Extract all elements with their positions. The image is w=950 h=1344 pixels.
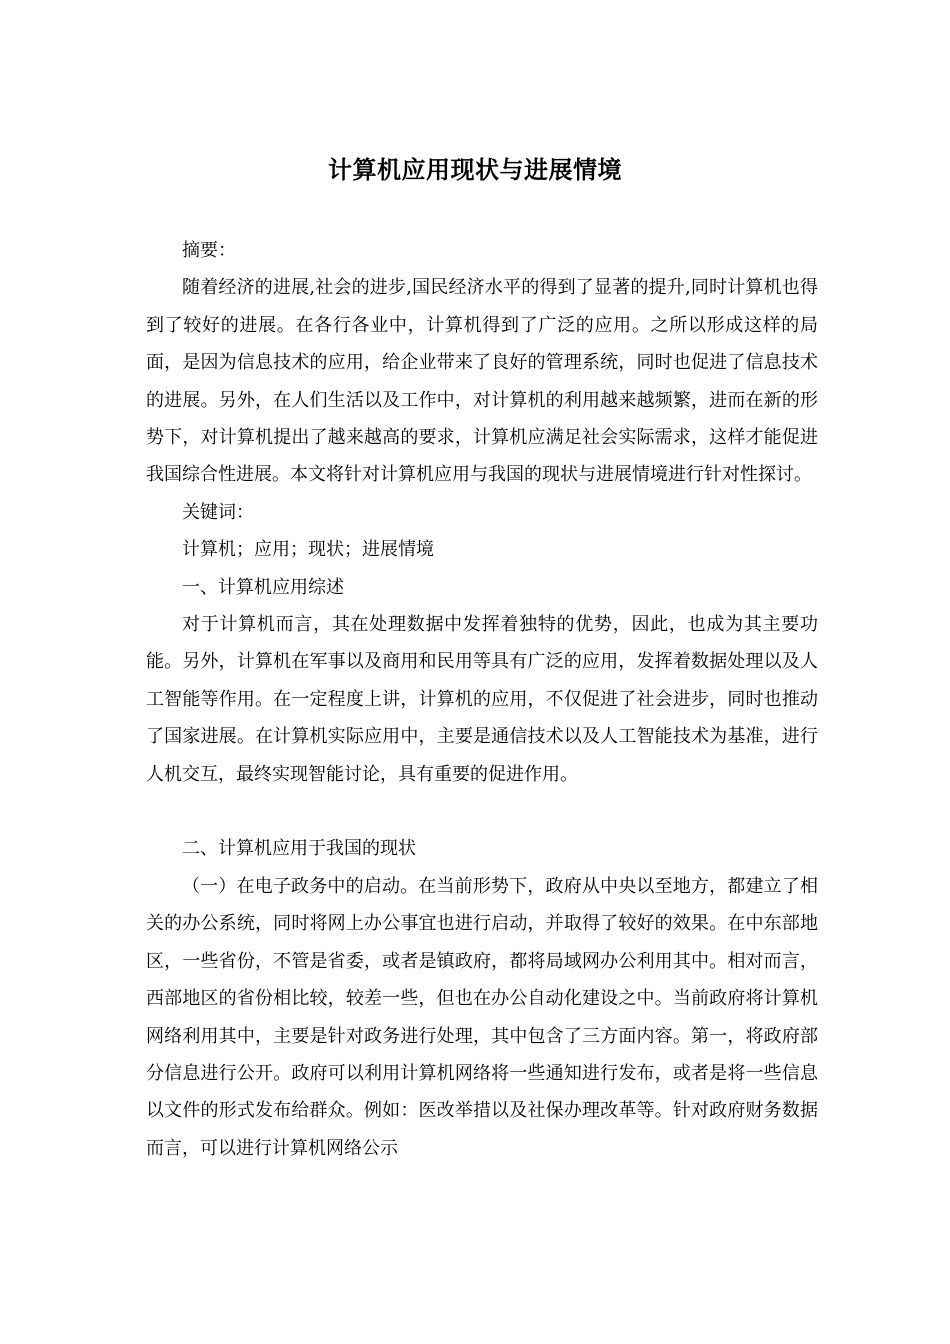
keywords-heading: 关键词： (182, 501, 254, 523)
abstract-paragraph: 随着经济的进展,社会的进步,国民经济水平的得到了显著的提升,同时计算机也得到了较好的进展。在各行各业中，计算机得到了广泛的应用。之所以形成这样的局面，是因为信息技术的应用，给企业带来了良好的管理系统，同时也促进了信息技术的进展。另外，在人们生活以及工作中，对计算机的利用越来越频繁，进而在新的形势下，对计算机提出了越来越高的要求，计算机应满足社会实际需求，这样才能促进我国综合性进展。本文将针对计算机应用与我国的现状与进展情境进行针对性探讨。 (146, 277, 818, 486)
section-heading-2: 二、计算机应用于我国的现状 (182, 838, 416, 860)
keywords-list: 计算机；应用；现状；进展情境 (182, 539, 434, 561)
document-title: 计算机应用现状与进展情境 (328, 156, 622, 184)
abstract-heading: 摘要： (182, 240, 236, 261)
section-1-paragraph: 对于计算机而言，其在处理数据中发挥着独特的优势，因此，也成为其主要功能。另外，计算机在军事以及商用和民用等具有广泛的应用，发挥着数据处理以及人工智能等作用。在一定程度上讲，计算机的应用，不仅促进了社会进步，同时也推动了国家进展。在计算机实际应用中，主要是通信技术以及人工智能技术为基准，进行人机交互，最终实现智能讨论，具有重要的促进作用。 (146, 614, 818, 785)
document-body (146, 232, 818, 1167)
section-heading-1: 一、计算机应用综述 (182, 576, 344, 598)
section-2-paragraph: （一）在电子政务中的启动。在当前形势下，政府从中央以至地方，都建立了相关的办公系统，同时将网上办公事宜也进行启动，并取得了较好的效果。在中东部地区，一些省份，不管是省委，或者是镇政府，都将局域网办公利用其中。相对而言，西部地区的省份相比较，较差一些，但也在办公自动化建设之中。当前政府将计算机网络利用其中，主要是针对政务进行处理，其中包含了三方面内容。第一，将政府部分信息进行公开。政府可以利用计算机网络将一些通知进行发布，或者是将一些信息以文件的形式发布给群众。例如：医改举措以及社保办理改革等。针对政府财务数据而言，可以进行计算机网络公示 (146, 875, 818, 1159)
